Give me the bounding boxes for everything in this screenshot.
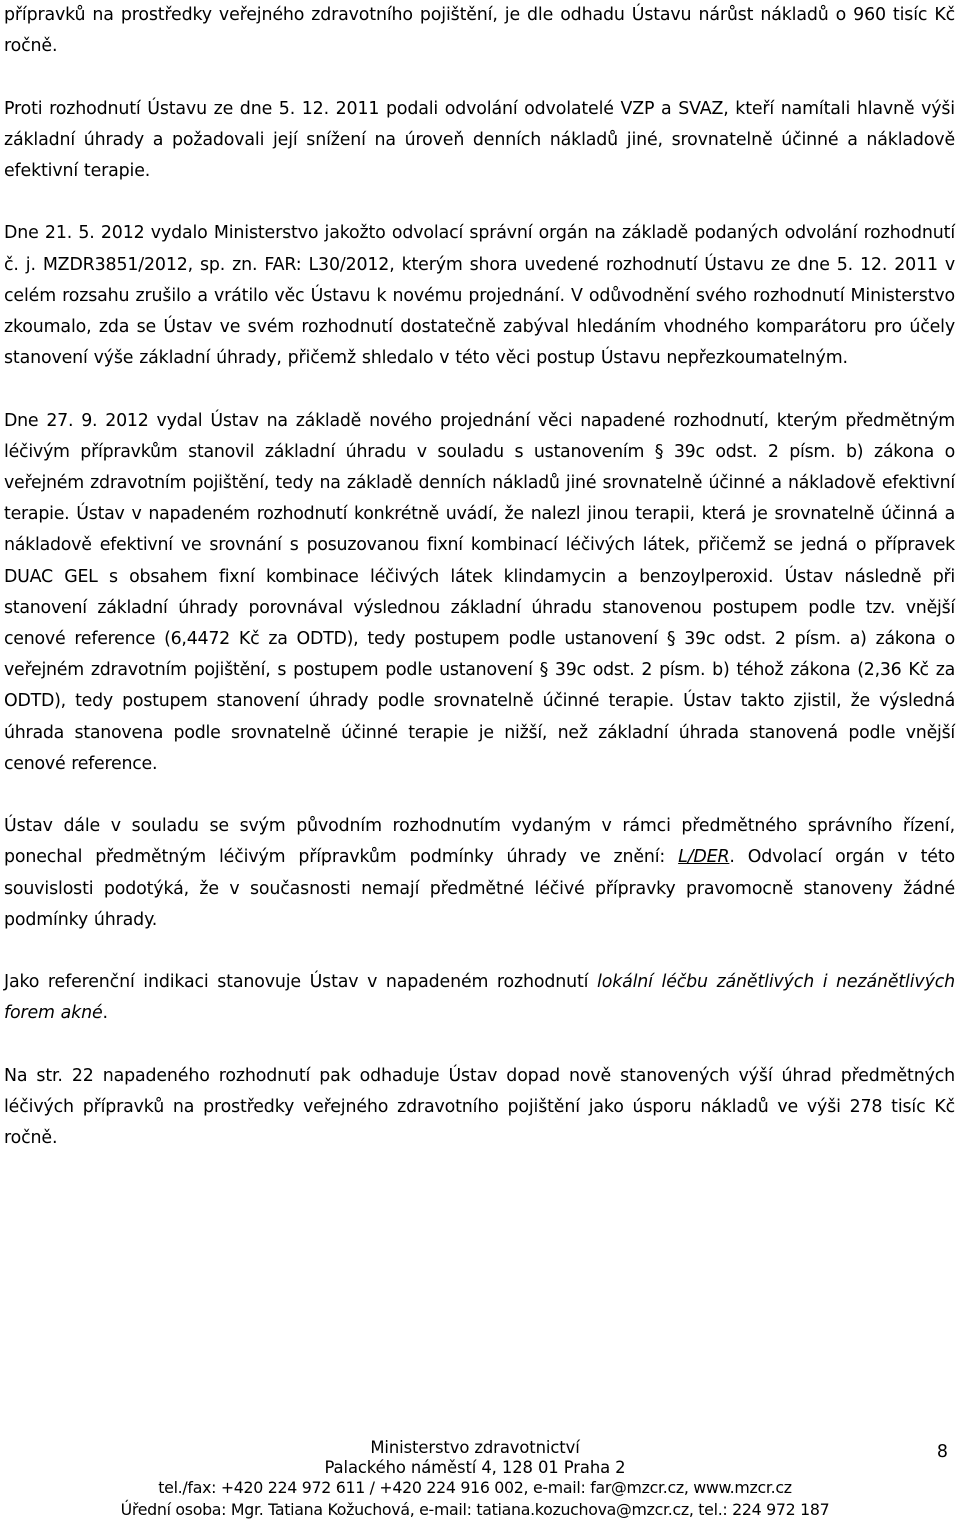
indication-text: lokální léčbu zánětlivých i nezánětlivých forem akné — [4, 972, 955, 1024]
page-number: 8 — [936, 1442, 948, 1462]
paragraph-cost-increase: přípravků na prostředky veřejného zdravotního pojištění, je dle odhadu Ústavu nárůst nákladů o 960 tisíc Kč ročně. — [4, 5, 955, 57]
paragraph-gap — [4, 936, 955, 967]
footer-address: Palackého náměstí 4, 128 01 Praha 2 — [324, 1458, 626, 1477]
paragraph-savings-estimate: Na str. 22 napadeného rozhodnutí pak odhaduje Ústav dopad nově stanovených výší úhrad předmětných léčivých přípravků na prostředky veřejného zdravotního pojištění jako úsporu nákladů ve výši 278 tisíc Kč ročně. — [4, 1065, 955, 1149]
footer-official: Úřední osoba: Mgr. Tatiana Kožuchová, e-mail: tatiana.kozuchova@mzcr.cz, tel.: 224 972 187 — [120, 1500, 830, 1519]
paragraph-reference-indication — [4, 967, 955, 1029]
paragraph-ministry-decision: Dne 21. 5. 2012 vydalo Ministerstvo jakožto odvolací správní orgán na základě podaných odvolání rozhodnutí č. j. MZDR3851/2012, sp. zn. FAR: L30/2012, kterým shora uvedené rozhodnutí Ústavu ze dne 5. 12. 2011 v celém rozsahu zrušilo a vrátilo věc Ústavu k novému projednání. V odůvodnění svého rozhodnutí Ministerstvo zkoumalo, zda se Ústav ve svém rozhodnutí dostatečně zabýval hledáním vhodného komparátoru pro účely stanovení výše základní úhrady, přičemž shledalo v této věci postup Ústavu nepřezkoumatelným. — [4, 223, 955, 369]
paragraph-gap — [4, 374, 955, 405]
paragraph-gap — [4, 187, 955, 218]
condition-code: L/DER — [678, 847, 730, 868]
paragraph-new-decision: Dne 27. 9. 2012 vydal Ústav na základě nového projednání věci napadené rozhodnutí, kterým předmětným léčivým přípravkům stanovil základní úhradu v souladu s ustanovením § 39c odst. 2 písm. b) zákona o veřejném zdravotním pojištění, tedy na základě denních nákladů jiné srovnatelně účinné a nákladově efektivní terapie. Ústav v napadeném rozhodnutí konkrétně uvádí, že nalezl jinou terapii, která je srovnatelně účinná a nákladově efektivní ve srovnání s posuzovanou fixní kombinací léčivých látek, přičemž se jedná o přípravek DUAC GEL s obsahem fixní kombinace léčivých látek klindamycin a benzoylperoxid. Ústav následně při stanovení základní úhrady porovnával výslednou základní úhradu stanovenou postupem podle tzv. vnější cenové reference (6,4472 Kč za ODTD), tedy postupem podle ustanovení § 39c odst. 2 písm. a) zákona o veřejném zdravotním pojištění, s postupem podle ustanovení § 39c odst. 2 písm. b) téhož zákona (2,36 Kč za ODTD), tedy postupem stanovení úhrady podle srovnatelně účinné terapie. Ústav takto zjistil, že výsledná úhrada stanovena podle srovnatelně účinné terapie je nižší, než základní úhrada stanovená podle vnější cenové reference. — [4, 410, 955, 774]
text-run: Jako referenční indikaci stanovuje Ústav v napadeném rozhodnutí — [4, 972, 598, 993]
body-text — [4, 0, 955, 1154]
footer-contact: tel./fax: +420 224 972 611 / +420 224 916 002, e-mail: far@mzcr.cz, www.mzcr.cz — [158, 1478, 792, 1497]
footer-organization: Ministerstvo zdravotnictví — [370, 1438, 580, 1457]
text-run: . — [102, 1003, 108, 1024]
paragraph-gap — [4, 62, 955, 93]
paragraph-reimbursement-conditions — [4, 811, 955, 936]
text-run: . Odvolací orgán v této souvislosti podotýká, že v současnosti nemají předmětné léčivé přípravky pravomocně stanoveny žádné podmínky úhrady. — [4, 847, 955, 930]
paragraph-appeal: Proti rozhodnutí Ústavu ze dne 5. 12. 2011 podali odvolání odvolatelé VZP a SVAZ, kteří namítali hlavně výši základní úhrady a požadovali její snížení na úroveň denních nákladů jiné, srovnatelně účinné a nákladově efektivní terapie. — [4, 98, 955, 181]
paragraph-gap — [4, 780, 955, 811]
text-run: Ústav dále v souladu se svým původním rozhodnutím vydaným v rámci předmětného správního řízení, ponechal předmětným léčivým přípravkům podmínky úhrady ve znění: — [4, 816, 955, 868]
page-footer — [0, 1438, 960, 1524]
paragraph-gap — [4, 1030, 955, 1061]
